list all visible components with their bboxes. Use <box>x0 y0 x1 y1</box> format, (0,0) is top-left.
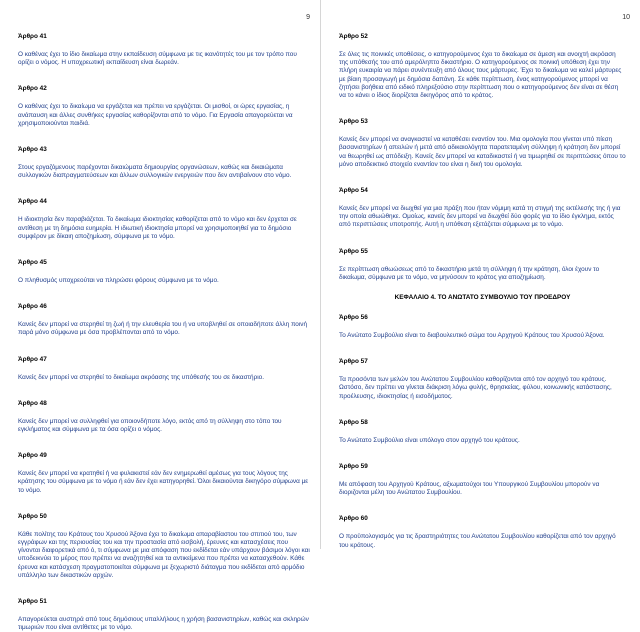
article-title: Άρθρο 58 <box>339 418 368 426</box>
article-title: Άρθρο 54 <box>339 187 368 195</box>
article-title: Άρθρο 57 <box>339 358 368 366</box>
article <box>18 452 310 495</box>
article-title: Άρθρο 43 <box>18 146 47 154</box>
article-text: Το Ανώτατο Συμβούλιο είναι υπόλογο στον αρχηγό του κράτους. <box>339 436 520 444</box>
article <box>339 187 626 230</box>
article <box>18 513 310 580</box>
article-text: Σε όλες τις ποινικές υποθέσεις, ο κατηγορούμενος έχει το δικαίωμα σε άμεση και ανοιχτή ακρόαση της υπόθεσής του από αμερόληπτο δικαστήριο. Ο κατηγορούμενος σε ποινική υπόθεση έχει την πλήρη ευκαιρία να πάρει συνέντευξη από όλους τους μάρτυρες. Έχει το δικαίωμα να καλεί μάρτυρες με βίαιη προσαγωγή με δημόσια δαπάνη. Σε κάθε περίπτωση, ένας κατηγορούμενος μπορεί να ζητήσει βοήθεια από ειδικό πληρεξούσιο στην περίπτωση που ο κατηγορούμενος δεν είναι σε θέση να το κάνει ο ίδιος διορίζεται δικηγόρος από το κράτος. <box>339 51 622 100</box>
article <box>339 358 626 401</box>
article-text: Σε περίπτωση αθωώσεως από το δικαστήριο μετά τη σύλληψη ή την κράτηση, όλοι έχουν το δικαίωμα, σύμφωνα με το νόμο, να μηνύσουν το κράτος για αποζημίωση. <box>339 265 600 281</box>
articles-list <box>339 33 626 550</box>
page-number: 10 <box>622 14 630 21</box>
article-title: Άρθρο 42 <box>18 85 47 93</box>
article <box>18 356 310 382</box>
article-text: Κανείς δεν μπορεί να κρατηθεί ή να φυλακιστεί εάν δεν ενημερωθεί αμέσως για τους λόγους της κράτησης του σύμφωνα με το νόμο ή εάν δεν έχει κατηγορηθεί. Όλοι δικαιούνται δικηγόρο σύμφωνα με το νόμο. <box>18 470 309 494</box>
article <box>18 85 310 128</box>
article-title: Άρθρο 56 <box>339 314 368 322</box>
article <box>18 198 310 241</box>
article-title: Άρθρο 49 <box>18 452 47 460</box>
chapter-heading: ΚΕΦΑΛΑΙΟ 4. ΤΟ ΑΝΩΤΑΤΟ ΣΥΜΒΟΥΛΙΟ ΤΟΥ ΠΡΟΕΔΡΟΥ <box>394 294 571 302</box>
article-title: Άρθρο 46 <box>18 303 47 311</box>
article-text: Ο καθένας έχει το δικαίωμα να εργάζεται και πρέπει να εργάζεται. Οι μισθοί, οι ώρες εργασίας, η ανάπαυση και άλλες συνθήκες εργασίας καθορίζονται από το νόμο. Για Εργασία απαγορεύεται να χρησιμοποιούνται παιδιά. <box>18 103 293 127</box>
article-title: Άρθρο 41 <box>18 33 47 40</box>
article-text: Στους εργαζόμενους παρέχονται δικαιώματα δημιουργίας οργανώσεων, καθώς και δικαιώματα συλλογικών διαπραγματεύσεων και άλλων συλλογικών ενεργειών που δεν αντιβαίνουν στο νόμο. <box>18 164 292 180</box>
article <box>339 314 626 340</box>
article <box>339 463 626 497</box>
article <box>339 515 626 549</box>
article-title: Άρθρο 51 <box>18 598 47 606</box>
article-title: Άρθρο 50 <box>18 512 47 520</box>
article-text: Κανείς δεν μπορεί να αναγκαστεί να καταθέσει εναντίον του. Μια ομολογία που γίνεται υπό πίεση βασανιστηρίων ή απειλών ή μετά από αδικαιολόγητα παρατεταμένη σύλληψη ή κράτηση δεν μπορεί να θεωρηθεί ως απόδειξη. Κανείς δεν μπορεί να καταδικαστεί ή να τιμωρηθεί σε περιπτώσεις όπου το μόνο αποδεικτικό στοιχείο εναντίον του είναι η δική του ομολογία. <box>339 136 626 168</box>
article <box>339 419 626 445</box>
article <box>18 598 310 632</box>
article-text: Το Ανώτατο Συμβούλιο είναι το διαβουλευτικό σώμα του Αρχηγού Κράτους του Χρυσού Άξονα. <box>339 332 605 340</box>
article <box>18 146 310 180</box>
article-text: Ο πληθυσμός υποχρεούται να πληρώσει φόρους σύμφωνα με το νόμο. <box>18 277 219 285</box>
article-text: Η ιδιοκτησία δεν παραβιάζεται. Το δικαίωμα ιδιοκτησίας καθορίζεται από το νόμο και δεν έρχεται σε αντίθεση με τη δημόσια ευημερία. Η ιδιωτική ιδιοκτησία μπορεί να χρησιμοποιηθεί για το δημόσιο συμφέρον με δίκαιη αποζημίωση, σύμφωνα με το νόμο. <box>18 216 297 240</box>
article-title: Άρθρο 45 <box>18 259 47 267</box>
article <box>18 303 310 337</box>
article-text: Με απόφαση του Αρχηγού Κράτους, αξιωματούχοι του Υπουργικού Συμβουλίου μπορούν να διοριζονται μέλη του Ανώτατου Συμβουλίου. <box>339 481 600 497</box>
article-text: Απαγορεύεται αυστηρά από τους δημόσιους υπαλλήλους η χρήση βασανιστηρίων, καθώς και σκληρών τιμωριών που είναι αντίθετες με το νόμο. <box>18 616 309 632</box>
articles-list <box>18 33 310 632</box>
article-title: Άρθρο 59 <box>339 463 368 471</box>
page-number: 9 <box>306 14 310 21</box>
article-title: Άρθρο 52 <box>339 33 368 40</box>
article-title: Άρθρο 55 <box>339 247 368 255</box>
article-text: Τα προσόντα των μελών του Ανώτατου Συμβουλίου καθορίζονται από τον αρχηγό του κράτους. Ωστόσο, δεν πρέπει να γίνεται διάκριση λόγω φυλής, θρησκείας, φύλου, κοινωνικής κατάστασης, προέλευσης, ιδιοκτησίας ή εισοδήματος. <box>339 376 612 400</box>
article-title: Άρθρο 60 <box>339 515 368 523</box>
article <box>18 400 310 434</box>
article-text: Κάθε πολίτης του Κράτους του Χρυσού Άξονα έχει το δικαίωμα απαραβίαστου του σπιτιού του, των εγγράφων και της περιουσίας του και την προστασία από εισβολή, έρευνες και κατασχέσεις που γίνονται διαφορετικά από ό, τι σύμφωνα με μια απόφαση που εκδίδεται εάν υπάρχουν βάσιμοι λόγοι και υποδεικνύει το μέρος που πρέπει να αναζητηθεί και τα αντικείμενα που πρέπει να κατασχεθούν. Κάθε έρευνα και κατάσχεση πραγματοποιείται σύμφωνα με ξεχωριστό διάταγμα που εκδίδεται από αρμόδιο υπάλληλο των δικαστικών αρχών. <box>18 530 310 579</box>
article <box>339 33 626 100</box>
article <box>18 33 310 67</box>
right-page <box>320 0 640 549</box>
article-text: Ο προϋπολογισμός για τις δραστηριότητες του Ανώτατου Συμβουλίου καθορίζεται από τον αρχηγό του κράτους. <box>339 533 616 549</box>
article-title: Άρθρο 53 <box>339 118 368 126</box>
article-text: Κανείς δεν μπορεί να στερηθεί τη ζωή ή την ελευθερία του ή να υποβληθεί σε οποιαδήποτε άλλη ποινή παρά μόνο σύμφωνα με όσα προβλέπονται από το νόμο. <box>18 321 308 337</box>
article <box>339 248 626 282</box>
article-title: Άρθρο 44 <box>18 198 47 206</box>
article-text: Κανείς δεν μπορεί να διωχθεί για μια πράξη που ήταν νόμιμη κατά τη στιγμή της εκτέλεσής της ή για την οποία αθωώθηκε. Ομοίως, κανείς δεν μπορεί να διωχθεί δύο φορές για το ίδιο έγκλημα, εκτός από περιπτώσεις υποτροπής. Αυτή η υπόθεση εξετάζεται σύμφωνα με το νόμο. <box>339 205 621 229</box>
article-title: Άρθρο 47 <box>18 355 47 363</box>
article-title: Άρθρο 48 <box>18 399 47 407</box>
article-text: Κανείς δεν μπορεί να συλληφθεί για οποιονδήποτε λόγο, εκτός από τη σύλληψη στο τόπο του εγκλήματος και σύμφωνα με τα όσα ορίζει ο νόμος. <box>18 417 282 434</box>
article <box>339 118 626 169</box>
article-text: Κανείς δεν μπορεί να στερηθεί το δικαίωμα ακρόασης της υπόθεσής του σε δικαστήριο. <box>18 373 264 381</box>
article-text: Ο καθένας έχει το ίδιο δικαίωμα στην εκπαίδευση σύμφωνα με τις ικανότητές του με τον τρόπο που ορίζει ο νόμος. Η υποχρεωτική εκπαίδευση είναι δωρεάν. <box>18 51 297 67</box>
article <box>18 259 310 285</box>
